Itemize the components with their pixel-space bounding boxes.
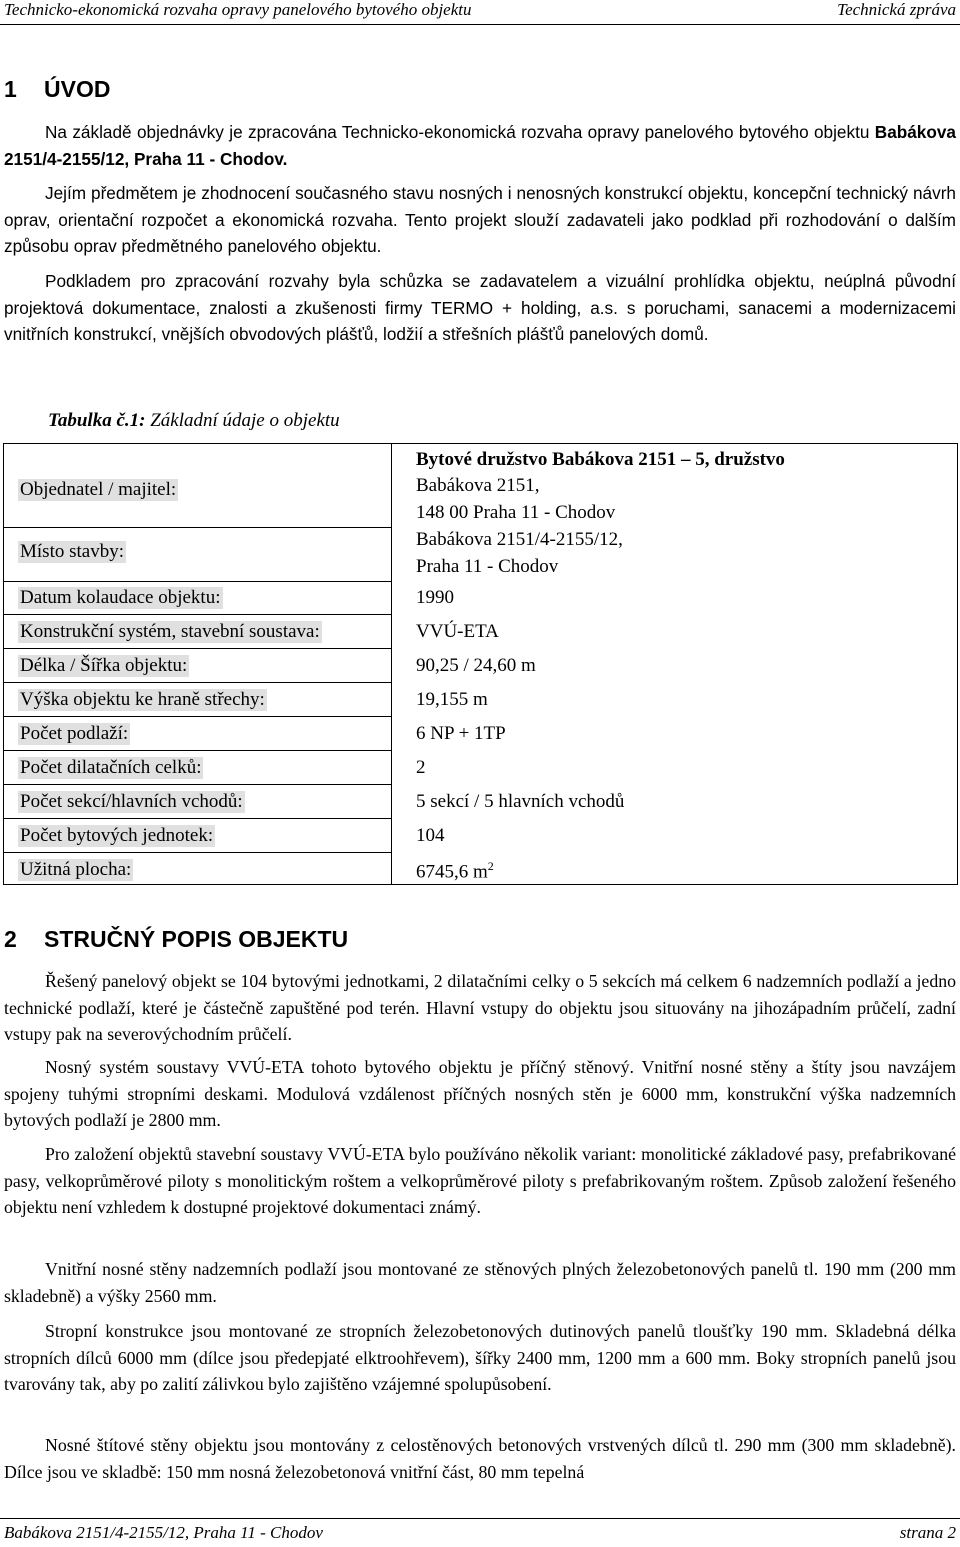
- header-report-type: Technická zpráva: [837, 0, 956, 19]
- description-paragraph-6: Nosné štítové stěny objektu jsou montovány z celostěnových betonových vrstvených dílců tl. 290 mm (300 mm skladebně). Dílce jsou ve skladbě: 150 mm nosná železobetonová vnitřní část, 80 mm tepelná: [4, 1435, 956, 1482]
- table-row-divider: [4, 614, 391, 615]
- owner-line-1: Bytové družstvo Babákova 2151 – 5, družstvo: [416, 449, 785, 470]
- area-unit-exponent: 2: [487, 859, 494, 873]
- table-row-divider: [4, 682, 391, 683]
- table-row-value: 104: [416, 825, 445, 846]
- footer-page-number: strana 2: [899, 1523, 956, 1542]
- table-row-label: Počet podlaží:: [20, 723, 129, 744]
- table-row-label: Datum kolaudace objektu:: [20, 587, 221, 608]
- basic-data-table: [3, 443, 958, 885]
- table-row-value: 6 NP + 1TP: [416, 723, 506, 744]
- intro-p3-text: Podkladem pro zpracování rozvahy byla schůzka se zadavatelem a vizuální prohlídka objektu, neúplná původní projektová dokumentace, znalosti a zkušenosti firmy TERMO + holding, a.s. s poruchami, sanacemi a modernizacemi vnitřních konstrukcí, vnějších obvodových plášťů, lodžií a střešních plášťů panelových domů.: [4, 271, 956, 344]
- intro-p1-address: Babákova 2151/4-2155/12, Praha 11 - Chodov.: [4, 122, 956, 169]
- table-row-label: Počet sekcí/hlavních vchodů:: [20, 791, 243, 812]
- owner-label: Objednatel / majitel:: [20, 479, 177, 500]
- description-paragraph-1: Řešený panelový objekt se 104 bytovými jednotkami, 2 dilatačními celky o 5 sekcích má celkem 6 nadzemních podlaží a jedno technické podlaží, které je částečně zapuštěné pod terén. Hlavní vstupy do objektu jsou situovány na jihozápadním průčelí, zadní vstupy pak na severovýchodním průčelí.: [4, 971, 956, 1044]
- table-row-divider: [4, 852, 391, 853]
- page-header: [0, 0, 960, 25]
- intro-paragraph-3: [4, 268, 956, 348]
- intro-p1-text: Na základě objednávky je zpracována Technicko-ekonomická rozvaha opravy panelového bytového objektu: [45, 122, 875, 142]
- owner-line-2: Babákova 2151,: [416, 475, 540, 496]
- section-1-number: 1: [4, 76, 17, 102]
- section-1-heading: [4, 76, 110, 103]
- site-label: Místo stavby:: [20, 541, 124, 562]
- table-caption-text: Základní údaje o objektu: [145, 410, 340, 431]
- table-row-value: 5 sekcí / 5 hlavních vchodů: [416, 791, 625, 812]
- table-row-value: 19,155 m: [416, 689, 488, 710]
- table-row-divider: [4, 581, 391, 582]
- table-row-value: 90,25 / 24,60 m: [416, 655, 536, 676]
- table-row-value: VVÚ-ETA: [416, 621, 499, 642]
- table-row-divider: [4, 750, 391, 751]
- intro-p2-text: Jejím předmětem je zhodnocení současného stavu nosných i nenosných konstrukcí objektu, koncepční technický návrh oprav, orientační rozpočet a ekonomická rozvaha. Tento projekt slouží zadavateli jako podklad při rozhodování o dalším způsobu oprav předmětného panelového objektu.: [4, 183, 956, 256]
- intro-paragraph-1: [4, 119, 956, 172]
- footer-address: Babákova 2151/4-2155/12, Praha 11 - Chodov: [4, 1523, 323, 1542]
- table-row-label: Výška objektu ke hraně střechy:: [20, 689, 265, 710]
- table-row-divider: [4, 716, 391, 717]
- table-row-label: Počet bytových jednotek:: [20, 825, 214, 846]
- table-row-value: 1990: [416, 587, 454, 608]
- table-row-label: Počet dilatačních celků:: [20, 757, 202, 778]
- section-2-number: 2: [4, 926, 17, 952]
- area-label: Užitná plocha:: [20, 859, 132, 880]
- table-row-divider: [4, 527, 391, 528]
- table-column-divider: [391, 444, 392, 884]
- description-paragraph-4: Vnitřní nosné stěny nadzemních podlaží jsou montované ze stěnových plných železobetonových panelů tl. 190 mm (200 mm skladebně) a výšky 2560 mm.: [4, 1259, 956, 1306]
- description-paragraph-3: Pro založení objektů stavební soustavy VVÚ-ETA bylo používáno několik variant: monolitické základové pasy, prefabrikované pasy, velkoprůměrové piloty s monolitickým roštem a velkoprůměrové piloty s prefabrikovaným roštem. Způsob založení řešeného objektu není vzhledem k dostupné projektové dokumentaci známý.: [4, 1144, 956, 1217]
- page-footer: [0, 1518, 960, 1547]
- header-document-title: Technicko-ekonomická rozvaha opravy panelového bytového objektu: [4, 0, 472, 19]
- table-row-value: 2: [416, 757, 426, 778]
- section-2-title: STRUČNÝ POPIS OBJEKTU: [44, 926, 349, 952]
- site-line-2: Praha 11 - Chodov: [416, 556, 559, 577]
- description-paragraph-2: Nosný systém soustavy VVÚ-ETA tohoto bytového objektu je příčný stěnový. Vnitřní nosné stěny a štíty jsou navzájem spojeny tuhými stropními deskami. Modulová vzdálenost příčných nosných stěn je 6000 mm, konstrukční výška nadzemních bytových podlaží je 2800 mm.: [4, 1057, 956, 1130]
- table-caption: [48, 410, 340, 432]
- table-caption-label: Tabulka č.1:: [48, 410, 146, 431]
- intro-paragraph-2: [4, 180, 956, 260]
- section-2-heading: [4, 926, 348, 953]
- table-row-label: Délka / Šířka objektu:: [20, 655, 188, 676]
- table-row-label: Konstrukční systém, stavební soustava:: [20, 621, 320, 642]
- site-line-1: Babákova 2151/4-2155/12,: [416, 529, 623, 550]
- description-paragraph-5: Stropní konstrukce jsou montované ze stropních železobetonových dutinových panelů tloušťky 190 mm. Skladebná délka stropních dílců 6000 mm (dílce jsou předepjaté elktroohřevem), šířky 2400 mm, 1200 mm a 600 mm. Boky stropních panelů jsou tvarovány tak, aby po zalití zálivkou bylo zajištěno vzájemné spolupůsobení.: [4, 1321, 956, 1394]
- owner-line-3: 148 00 Praha 11 - Chodov: [416, 502, 616, 523]
- table-row-divider: [4, 648, 391, 649]
- table-row-divider: [4, 784, 391, 785]
- section-1-title: ÚVOD: [44, 76, 111, 102]
- table-row-divider: [4, 818, 391, 819]
- area-value: 6745,6 $m^2$: [416, 859, 494, 883]
